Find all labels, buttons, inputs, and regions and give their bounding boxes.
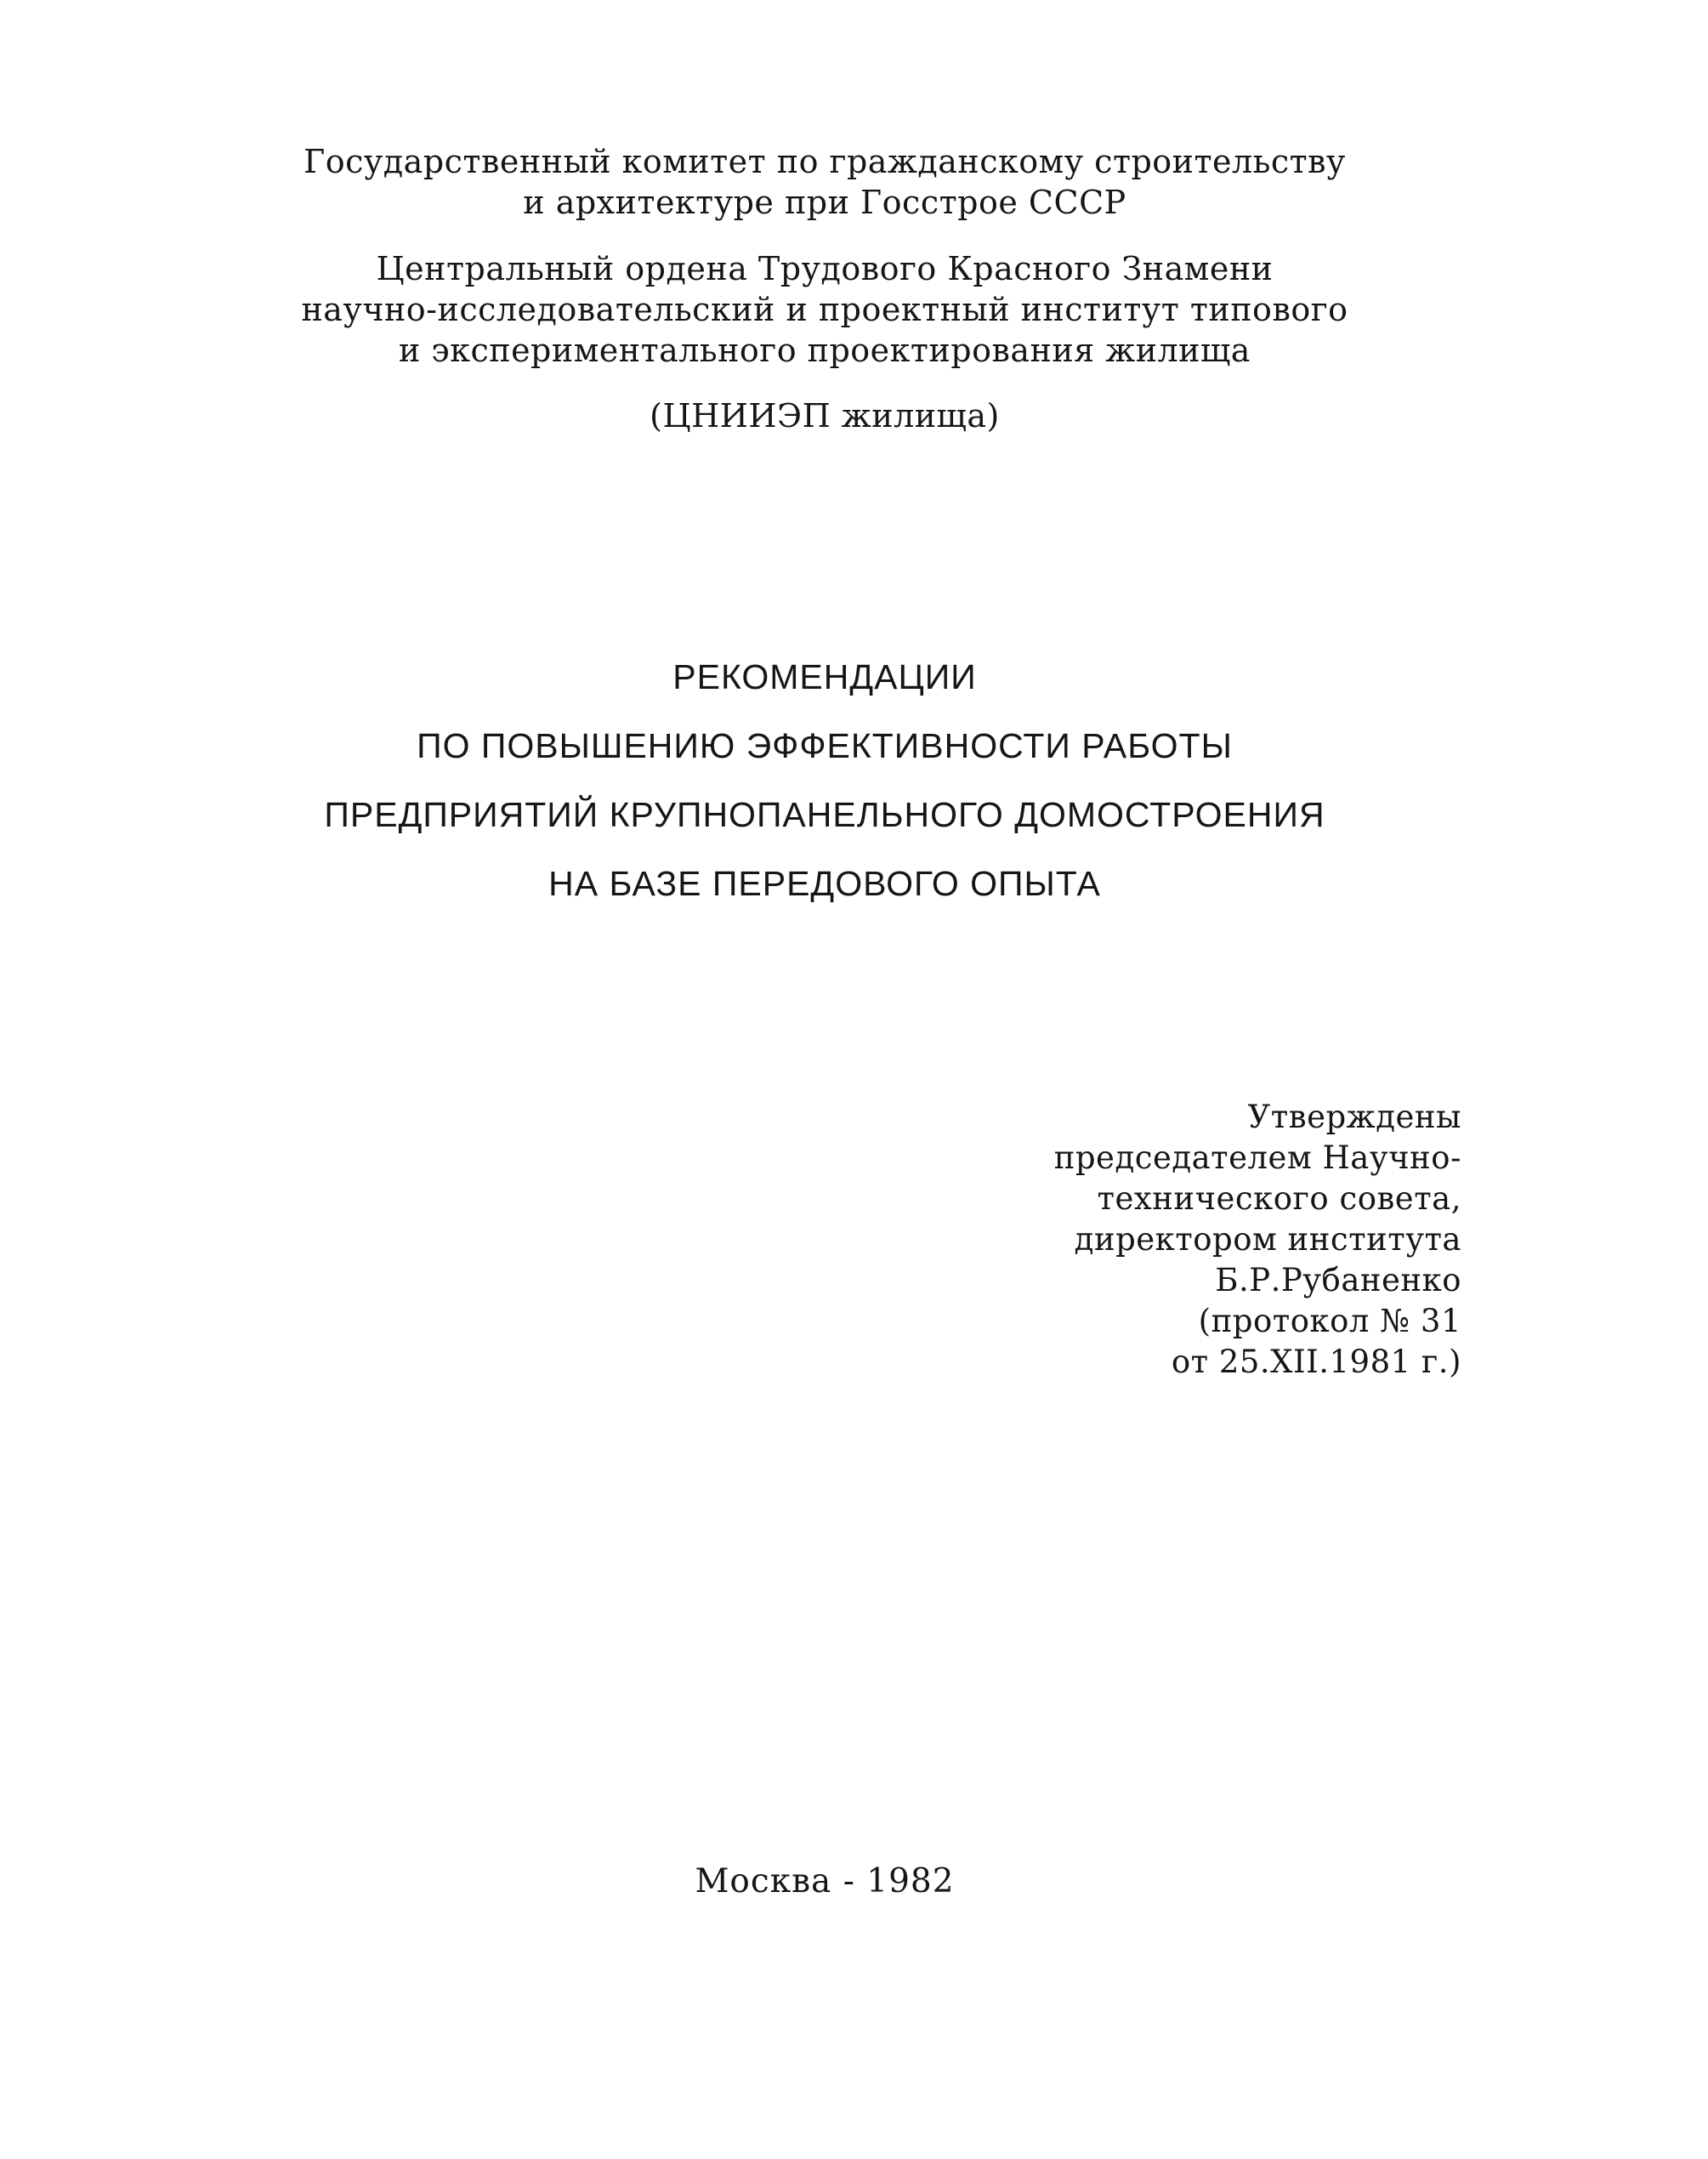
committee-line-1: Государственный комитет по гражданскому строительству — [304, 143, 1346, 180]
title-line-4: НА БАЗЕ ПЕРЕДОВОГО ОПЫТА — [548, 864, 1101, 903]
institute-name — [255, 248, 1394, 371]
institute-abbreviation: (ЦНИИЭП жилища) — [650, 397, 1000, 435]
institute-line-1: Центральный ордена Трудового Красного Знамени — [376, 250, 1274, 287]
document-title — [255, 643, 1394, 918]
committee-name — [255, 141, 1394, 223]
committee-line-2: и архитектуре при Госстрое СССР — [523, 184, 1126, 221]
approval-line-4: директором института — [1074, 1221, 1461, 1258]
place-and-year: Москва - 1982 — [695, 1862, 955, 1900]
approval-line-3: технического совета, — [1097, 1180, 1461, 1217]
approval-line-6: (протокол № 31 — [1198, 1303, 1461, 1339]
institute-abbreviation-block — [255, 395, 1394, 436]
title-line-3: ПРЕДПРИЯТИЙ КРУПНОПАНЕЛЬНОГО ДОМОСТРОЕНИЯ — [324, 795, 1325, 834]
title-line-2: ПО ПОВЫШЕНИЮ ЭФФЕКТИВНОСТИ РАБОТЫ — [417, 726, 1233, 765]
institute-line-3: и экспериментального проектирования жилища — [399, 332, 1251, 369]
approval-line-7: от 25.XII.1981 г.) — [1171, 1344, 1461, 1380]
approval-line-2: председателем Научно- — [1053, 1139, 1461, 1176]
approval-line-5: Б.Р.Рубаненко — [1215, 1262, 1461, 1298]
approval-note — [917, 1097, 1461, 1383]
institute-line-2: научно-исследовательский и проектный институт типового — [301, 291, 1348, 328]
title-line-1: РЕКОМЕНДАЦИИ — [672, 657, 977, 696]
approval-line-1: Утверждены — [1247, 1099, 1461, 1135]
imprint — [255, 1861, 1394, 1903]
